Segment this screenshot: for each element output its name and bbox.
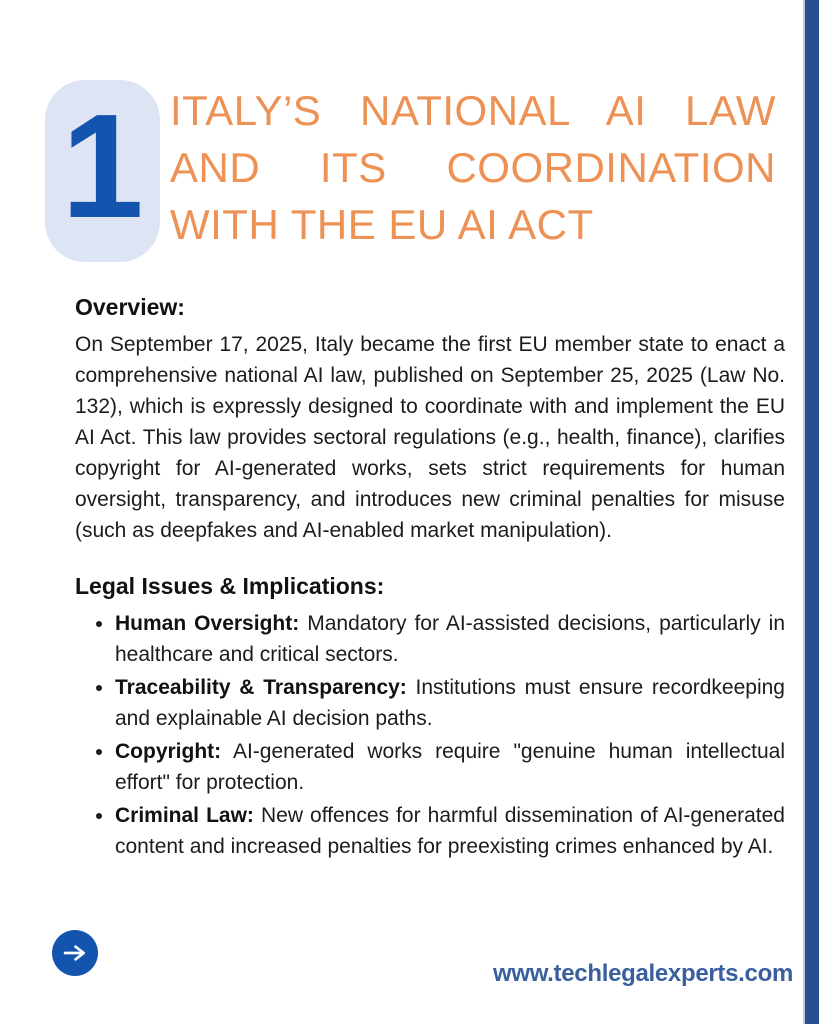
- main-content: [75, 294, 785, 864]
- legal-issues-list: [75, 608, 785, 862]
- bullet-term: Copyright:: [115, 740, 222, 763]
- bullet-text: New offences for harmful dissemination of AI-generated content and increased penalties for preexisting crimes enhanced by AI.: [115, 804, 785, 858]
- section-number: 1: [61, 84, 144, 249]
- bullet-text: Institutions must ensure recordkeeping and explainable AI decision paths.: [115, 676, 785, 730]
- list-item-criminal-law: [115, 800, 785, 862]
- page-title-line-2: AND ITS COORDINATION: [170, 144, 776, 191]
- list-item-human-oversight: [115, 608, 785, 670]
- legal-issues-heading: Legal Issues & Implications:: [75, 573, 385, 599]
- bullet-term: Traceability & Transparency:: [115, 676, 407, 699]
- website-link[interactable]: www.techlegalexperts.com: [492, 960, 793, 987]
- section-number-badge: [45, 80, 160, 262]
- bullet-term: Criminal Law:: [115, 804, 254, 827]
- list-item-copyright: [115, 736, 785, 798]
- right-edge-bar: [803, 0, 819, 1024]
- next-arrow-button[interactable]: [52, 930, 98, 976]
- page-title-line-1: ITALY’S NATIONAL AI LAW: [170, 87, 776, 134]
- arrow-right-icon: [61, 939, 89, 967]
- list-item-traceability: [115, 672, 785, 734]
- page-title: [170, 82, 776, 253]
- overview-heading: Overview:: [75, 294, 185, 320]
- bullet-term: Human Oversight:: [115, 612, 300, 635]
- bullet-text: Mandatory for AI-assisted decisions, particularly in healthcare and critical sectors.: [115, 612, 785, 666]
- overview-paragraph: On September 17, 2025, Italy became the first EU member state to enact a comprehensive national AI law, published on September 25, 2025 (Law No. 132), which is expressly designed to coordinate with and implement the EU AI Act. This law provides sectoral regulations (e.g., health, finance), clarifies copyright for AI-generated works, sets strict requirements for human oversight, transparency, and introduces new criminal penalties for misuse (such as deepfakes and AI-enabled market manipulation).: [75, 333, 785, 542]
- bullet-text: AI-generated works require "genuine human intellectual effort" for protection.: [115, 740, 785, 794]
- page-title-line-3: WITH THE EU AI ACT: [170, 201, 594, 248]
